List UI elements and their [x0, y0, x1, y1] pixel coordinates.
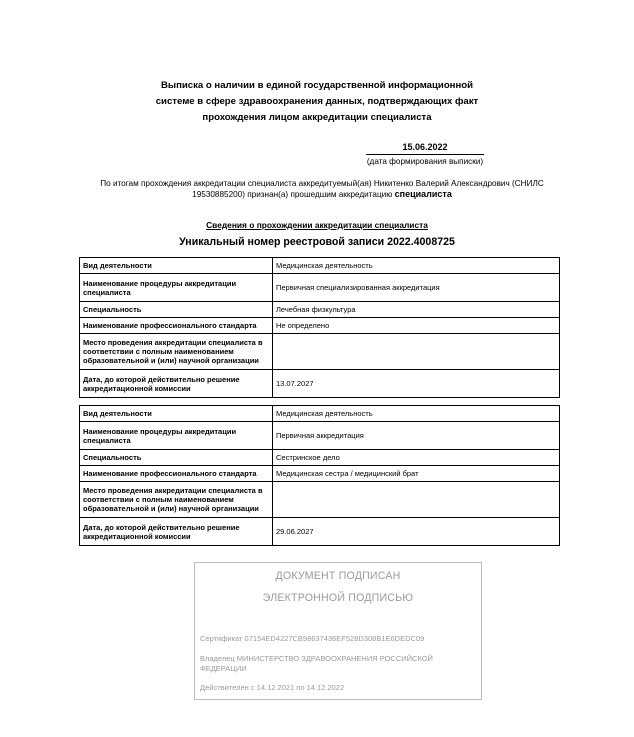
document-title [100, 78, 534, 126]
title-line: прохождения лицом аккредитации специалиста [202, 112, 432, 123]
intro-text: По итогам прохождения аккредитации специалиста аккредитуемый(ая) Никитенко Валерий Александрович (СНИЛС 19530885200) признан(а) прошедшим аккредитацию [100, 179, 544, 199]
issue-date: 15.06.2022 [402, 142, 448, 152]
row-value: 13.07.2027 [273, 370, 560, 398]
stamp-certificate: Сертификат 07154ED4227CB98637436EF528D308B1E6DEDC09 [200, 634, 425, 643]
row-value [273, 482, 560, 518]
table-row [80, 482, 560, 518]
table-row [80, 334, 560, 370]
stamp-line-2: ЭЛЕКТРОННОЙ ПОДПИСЬЮ [262, 592, 414, 604]
section-heading: Сведения о прохождении аккредитации специалиста [206, 220, 428, 230]
row-value: Не определено [273, 318, 560, 334]
row-value: Медицинская деятельность [273, 406, 560, 422]
table-row [80, 274, 560, 302]
row-value: Первичная аккредитация [273, 422, 560, 450]
row-label: Специальность [80, 450, 273, 466]
title-line: Выписка о наличии в единой государственной информационной [160, 80, 474, 91]
row-label: Вид деятельности [80, 406, 273, 422]
stamp-validity: Действителен с 14.12.2021 по 14.12.2022 [200, 683, 345, 692]
row-value: Первичная специализированная аккредитация [273, 274, 560, 302]
accreditation-table-2 [79, 405, 560, 546]
row-label: Наименование профессионального стандарта [80, 318, 273, 334]
table-row [80, 302, 560, 318]
row-value: Медицинская сестра / медицинский брат [273, 466, 560, 482]
title-line: системе в сфере здравоохранения данных, подтверждающих факт [155, 96, 479, 107]
table-row [80, 318, 560, 334]
row-label: Наименование процедуры аккредитации специалиста [80, 274, 273, 302]
table-row [80, 370, 560, 398]
table-row [80, 466, 560, 482]
row-label: Наименование процедуры аккредитации специалиста [80, 422, 273, 450]
row-label: Место проведения аккредитации специалиста в соответствии с полным наименованием образовательной и (или) научной организации [80, 334, 273, 370]
row-value: Лечебная физкультура [273, 302, 560, 318]
table-row [80, 258, 560, 274]
row-label: Дата, до которой действительно решение аккредитационной комиссии [80, 518, 273, 546]
row-value: Сестринское дело [273, 450, 560, 466]
intro-bold: специалиста [394, 189, 452, 199]
registry-number: Уникальный номер реестровой записи 2022.4008725 [179, 236, 455, 248]
row-value [273, 334, 560, 370]
table-row [80, 406, 560, 422]
row-label: Место проведения аккредитации специалиста в соответствии с полным наименованием образовательной и (или) научной организации [80, 482, 273, 518]
row-value: 29.06.2027 [273, 518, 560, 546]
stamp-line-1: ДОКУМЕНТ ПОДПИСАН [275, 570, 401, 582]
table-row [80, 518, 560, 546]
row-label: Наименование профессионального стандарта [80, 466, 273, 482]
accreditation-table-1 [79, 257, 560, 398]
row-label: Дата, до которой действительно решение аккредитационной комиссии [80, 370, 273, 398]
date-block [366, 142, 484, 166]
table-row [80, 450, 560, 466]
stamp-owner: Владелец МИНИСТЕРСТВО ЗДРАВООХРАНЕНИЯ РОССИЙСКОЙ ФЕДЕРАЦИИ [200, 654, 433, 673]
date-underline [366, 154, 484, 155]
date-caption: (дата формирования выписки) [366, 157, 484, 166]
electronic-signature-stamp [194, 562, 482, 700]
row-value: Медицинская деятельность [273, 258, 560, 274]
intro-paragraph [92, 178, 552, 200]
row-label: Специальность [80, 302, 273, 318]
table-row [80, 422, 560, 450]
row-label: Вид деятельности [80, 258, 273, 274]
